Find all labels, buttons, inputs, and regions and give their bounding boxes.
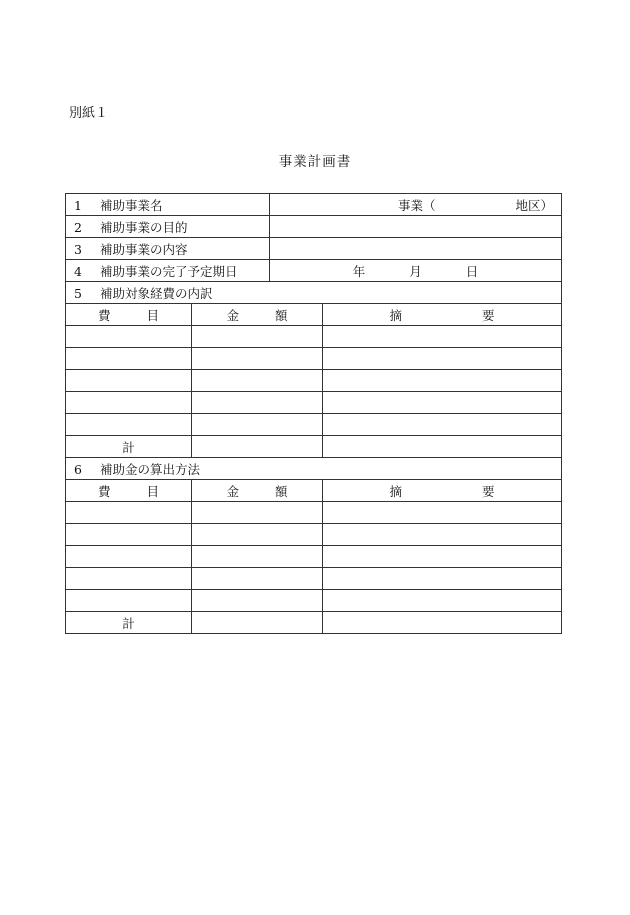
table-row (66, 524, 562, 546)
summary-cell[interactable] (323, 348, 562, 370)
summary-cell[interactable] (323, 502, 562, 524)
total-summary-cell[interactable] (323, 436, 562, 458)
calculation-table-header (66, 480, 562, 502)
item-cell[interactable] (66, 524, 192, 546)
month-label: 月 (409, 263, 422, 279)
attachment-label: 別紙１ (69, 106, 109, 121)
total-summary-cell[interactable] (323, 612, 562, 634)
row-completion-date (66, 260, 562, 282)
project-purpose-label-cell (66, 216, 270, 238)
project-content-label: 補助事業の内容 (100, 241, 188, 257)
expense-breakdown-label-cell (66, 282, 562, 304)
item-cell[interactable] (66, 392, 192, 414)
item-cell[interactable] (66, 590, 192, 612)
business-plan-form (65, 193, 562, 634)
item-cell[interactable] (66, 568, 192, 590)
project-prefix: 事業（ (397, 197, 436, 213)
amount-cell[interactable] (192, 524, 323, 546)
row-number: 2 (74, 219, 82, 235)
row-expense-breakdown-header (66, 282, 562, 304)
summary-cell[interactable] (323, 414, 562, 436)
project-name-label-cell (66, 194, 270, 216)
amount-cell[interactable] (192, 502, 323, 524)
total-row (66, 436, 562, 458)
summary-cell[interactable] (323, 524, 562, 546)
amount-cell[interactable] (192, 326, 323, 348)
total-amount-cell[interactable] (192, 436, 323, 458)
header-amount: 金 額 (192, 304, 323, 326)
row-project-content (66, 238, 562, 260)
table-row (66, 392, 562, 414)
header-item: 費 目 (66, 304, 192, 326)
project-suffix: 地区） (515, 197, 554, 213)
summary-cell[interactable] (323, 370, 562, 392)
day-label: 日 (465, 263, 479, 279)
total-row (66, 612, 562, 634)
expense-breakdown-label: 補助対象経費の内訳 (100, 285, 213, 301)
amount-cell[interactable] (192, 568, 323, 590)
item-cell[interactable] (66, 348, 192, 370)
calculation-method-label: 補助金の算出方法 (100, 461, 201, 477)
project-content-field[interactable] (270, 238, 562, 260)
project-purpose-field[interactable] (270, 216, 562, 238)
item-cell[interactable] (66, 546, 192, 568)
table-row (66, 590, 562, 612)
amount-cell[interactable] (192, 590, 323, 612)
row-number: 6 (74, 461, 82, 477)
total-amount-cell[interactable] (192, 612, 323, 634)
completion-date-field[interactable] (270, 260, 562, 282)
row-project-purpose (66, 216, 562, 238)
header-item: 費 目 (66, 480, 192, 502)
row-number: 4 (74, 263, 82, 279)
header-summary: 摘 要 (323, 304, 562, 326)
row-number: 5 (74, 285, 82, 301)
total-label: 計 (66, 436, 192, 458)
row-calculation-method-header (66, 458, 562, 480)
table-row (66, 348, 562, 370)
document-title: 事業計画書 (278, 154, 352, 170)
year-label: 年 (352, 263, 366, 279)
header-amount: 金 額 (192, 480, 323, 502)
table-row (66, 568, 562, 590)
project-name-label: 補助事業名 (100, 197, 163, 213)
row-number: 3 (74, 241, 82, 257)
header-summary: 摘 要 (323, 480, 562, 502)
table-row (66, 502, 562, 524)
item-cell[interactable] (66, 414, 192, 436)
table-row (66, 326, 562, 348)
item-cell[interactable] (66, 370, 192, 392)
calculation-method-label-cell (66, 458, 562, 480)
summary-cell[interactable] (323, 392, 562, 414)
completion-date-label-cell (66, 260, 270, 282)
amount-cell[interactable] (192, 414, 323, 436)
item-cell[interactable] (66, 502, 192, 524)
summary-cell[interactable] (323, 326, 562, 348)
row-number: 1 (74, 197, 82, 213)
table-row (66, 414, 562, 436)
amount-cell[interactable] (192, 392, 323, 414)
item-cell[interactable] (66, 326, 192, 348)
amount-cell[interactable] (192, 546, 323, 568)
amount-cell[interactable] (192, 370, 323, 392)
summary-cell[interactable] (323, 590, 562, 612)
expense-table-header (66, 304, 562, 326)
amount-cell[interactable] (192, 348, 323, 370)
project-content-label-cell (66, 238, 270, 260)
table-row (66, 546, 562, 568)
project-name-field[interactable] (270, 194, 562, 216)
completion-date-label: 補助事業の完了予定期日 (100, 263, 238, 279)
row-project-name (66, 194, 562, 216)
summary-cell[interactable] (323, 546, 562, 568)
project-purpose-label: 補助事業の目的 (100, 219, 188, 235)
summary-cell[interactable] (323, 568, 562, 590)
total-label: 計 (66, 612, 192, 634)
table-row (66, 370, 562, 392)
